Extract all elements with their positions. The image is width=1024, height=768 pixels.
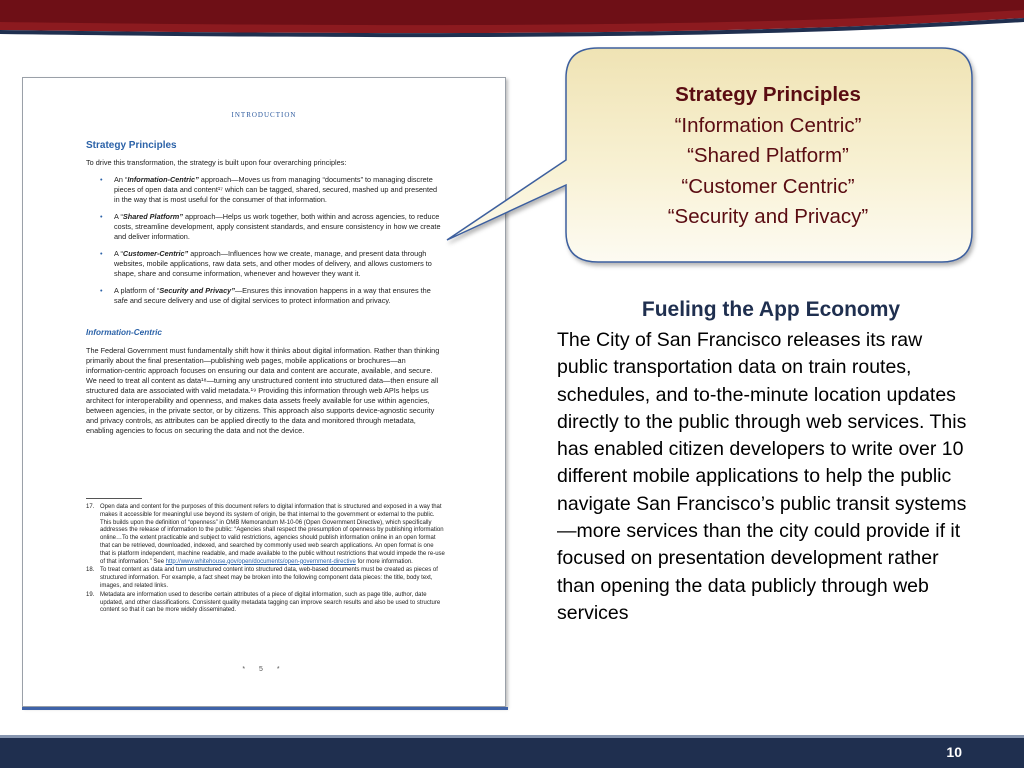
- footnote: 18. To treat content as data and turn unstructured content into structured data, web-based documents must be created as pieces of structured information. For example, a fact sheet may be broken into the following component data pieces: the title, body text, images, and related links.: [86, 567, 438, 589]
- list-item: • A platform of “Security and Privacy”—Ensures this innovation happens in a way that ensures the safe and secure delivery and use of digital services to protect information and privacy.: [114, 286, 441, 306]
- app-economy-body: The City of San Francisco releases its raw public transportation data on train routes, schedules, and to-the-minute location updates directly to the public through web services. This has enabled citizen developers to write over 10 different mobile applications to help the public navigate San Francisco’s public transit systems—more services than the city could provide if it focused on presentation development rather than opening the data publicly through web services: [557, 329, 967, 624]
- app-economy-title: Fueling the App Economy: [641, 298, 901, 321]
- list-item: • A “Shared Platform” approach—Helps us work together, both within and across agencies, to reduce costs, streamline development, apply consistent standards, and ensure consistency in how we create and deliver information.: [114, 212, 441, 242]
- callout-line: “Shared Platform”: [687, 144, 849, 167]
- callout-line: “Customer Centric”: [681, 174, 855, 198]
- document-paragraph: The Federal Government must fundamentally shift how it thinks about digital information. Rather than thinking primarily about the final presentation—publishing web pages, mobile applications or brochures—an information-centric approach focuses on ensuring our data and content are accurate, available, and secure. We need to treat all content as data¹⁸—turning any unstructured content into structured data—then ensure all structured data are associated with valid metadata.¹⁹ Providing this information through web APIs helps us architect for interoperability and openness, and makes data assets freely available for use within agencies, between agencies, in the private sector, or by citizens. This approach also supports device-agnostic security and privacy controls, as attributes can be applied directly to the data and monitored through metadata, enabling agencies to focus on securing the data and not the device.: [86, 346, 440, 435]
- bottom-band: [0, 735, 1024, 768]
- document-intro: To drive this transformation, the strategy is built upon four overarching principles:: [86, 158, 347, 167]
- document-subheading: Information-Centric: [86, 328, 162, 337]
- footnote-link[interactable]: http://www.whitehouse.gov/open/documents/open-government-directive: [165, 558, 356, 565]
- list-item: • A “Customer-Centric” approach—Influences how we create, manage, and present data through websites, mobile applications, raw data sets, and other modes of delivery, and allows customers to shape, share and consume information, whenever and however they want it.: [114, 249, 441, 279]
- document-section-header: INTRODUCTION: [231, 111, 297, 119]
- document-heading: Strategy Principles: [86, 140, 177, 151]
- footnote-divider: [86, 498, 142, 499]
- document-page-number: * 5 *: [242, 666, 286, 673]
- list-item: • An “Information-Centric” approach—Moves us from managing “documents” to managing discrete pieces of open data and content¹⁷ which can be tagged, shared, secured, mashed up and presented in the way that is most useful for the consumer of that information.: [114, 175, 441, 205]
- document-footnotes: [86, 504, 445, 616]
- callout-text: [568, 80, 968, 233]
- slide-number: 10: [946, 744, 962, 760]
- callout-title: Strategy Principles: [675, 83, 861, 106]
- footnote: 17. Open data and content for the purposes of this document refers to digital information that is structured and exposed in a way that makes it accessible for meaningful use beyond its system of origin, be that internal to the government or external to the public. This builds upon the definition of “openness” in OMB Memorandum M-10-06 (Open Government Directive), which specifically addresses the release of information to the public: “Agencies shall respect the presumption of openness by publishing information online…To the extent practicable and subject to valid restrictions, agencies should publish information online in an open format that can be retrieved, downloaded, indexed, and searched by commonly used web search applications. An open format is one that is platform independent, machine readable, and made available to the public without restrictions that would impede the re-use of that information.” See http://www.whitehouse.gov/open/documents/open-government-directive for more information.: [86, 504, 445, 565]
- document-bottom-rule: [22, 707, 508, 710]
- callout-line: “Information Centric”: [674, 113, 862, 137]
- callout-line: “Security and Privacy”: [667, 205, 869, 228]
- footnote: 19. Metadata are information used to describe certain attributes of a piece of digital information, such as page title, author, date updated, and other classifications. Consistent quality metadata tagging can improve search results and also be used to structure content so that it can be more widely disseminated.: [86, 591, 441, 614]
